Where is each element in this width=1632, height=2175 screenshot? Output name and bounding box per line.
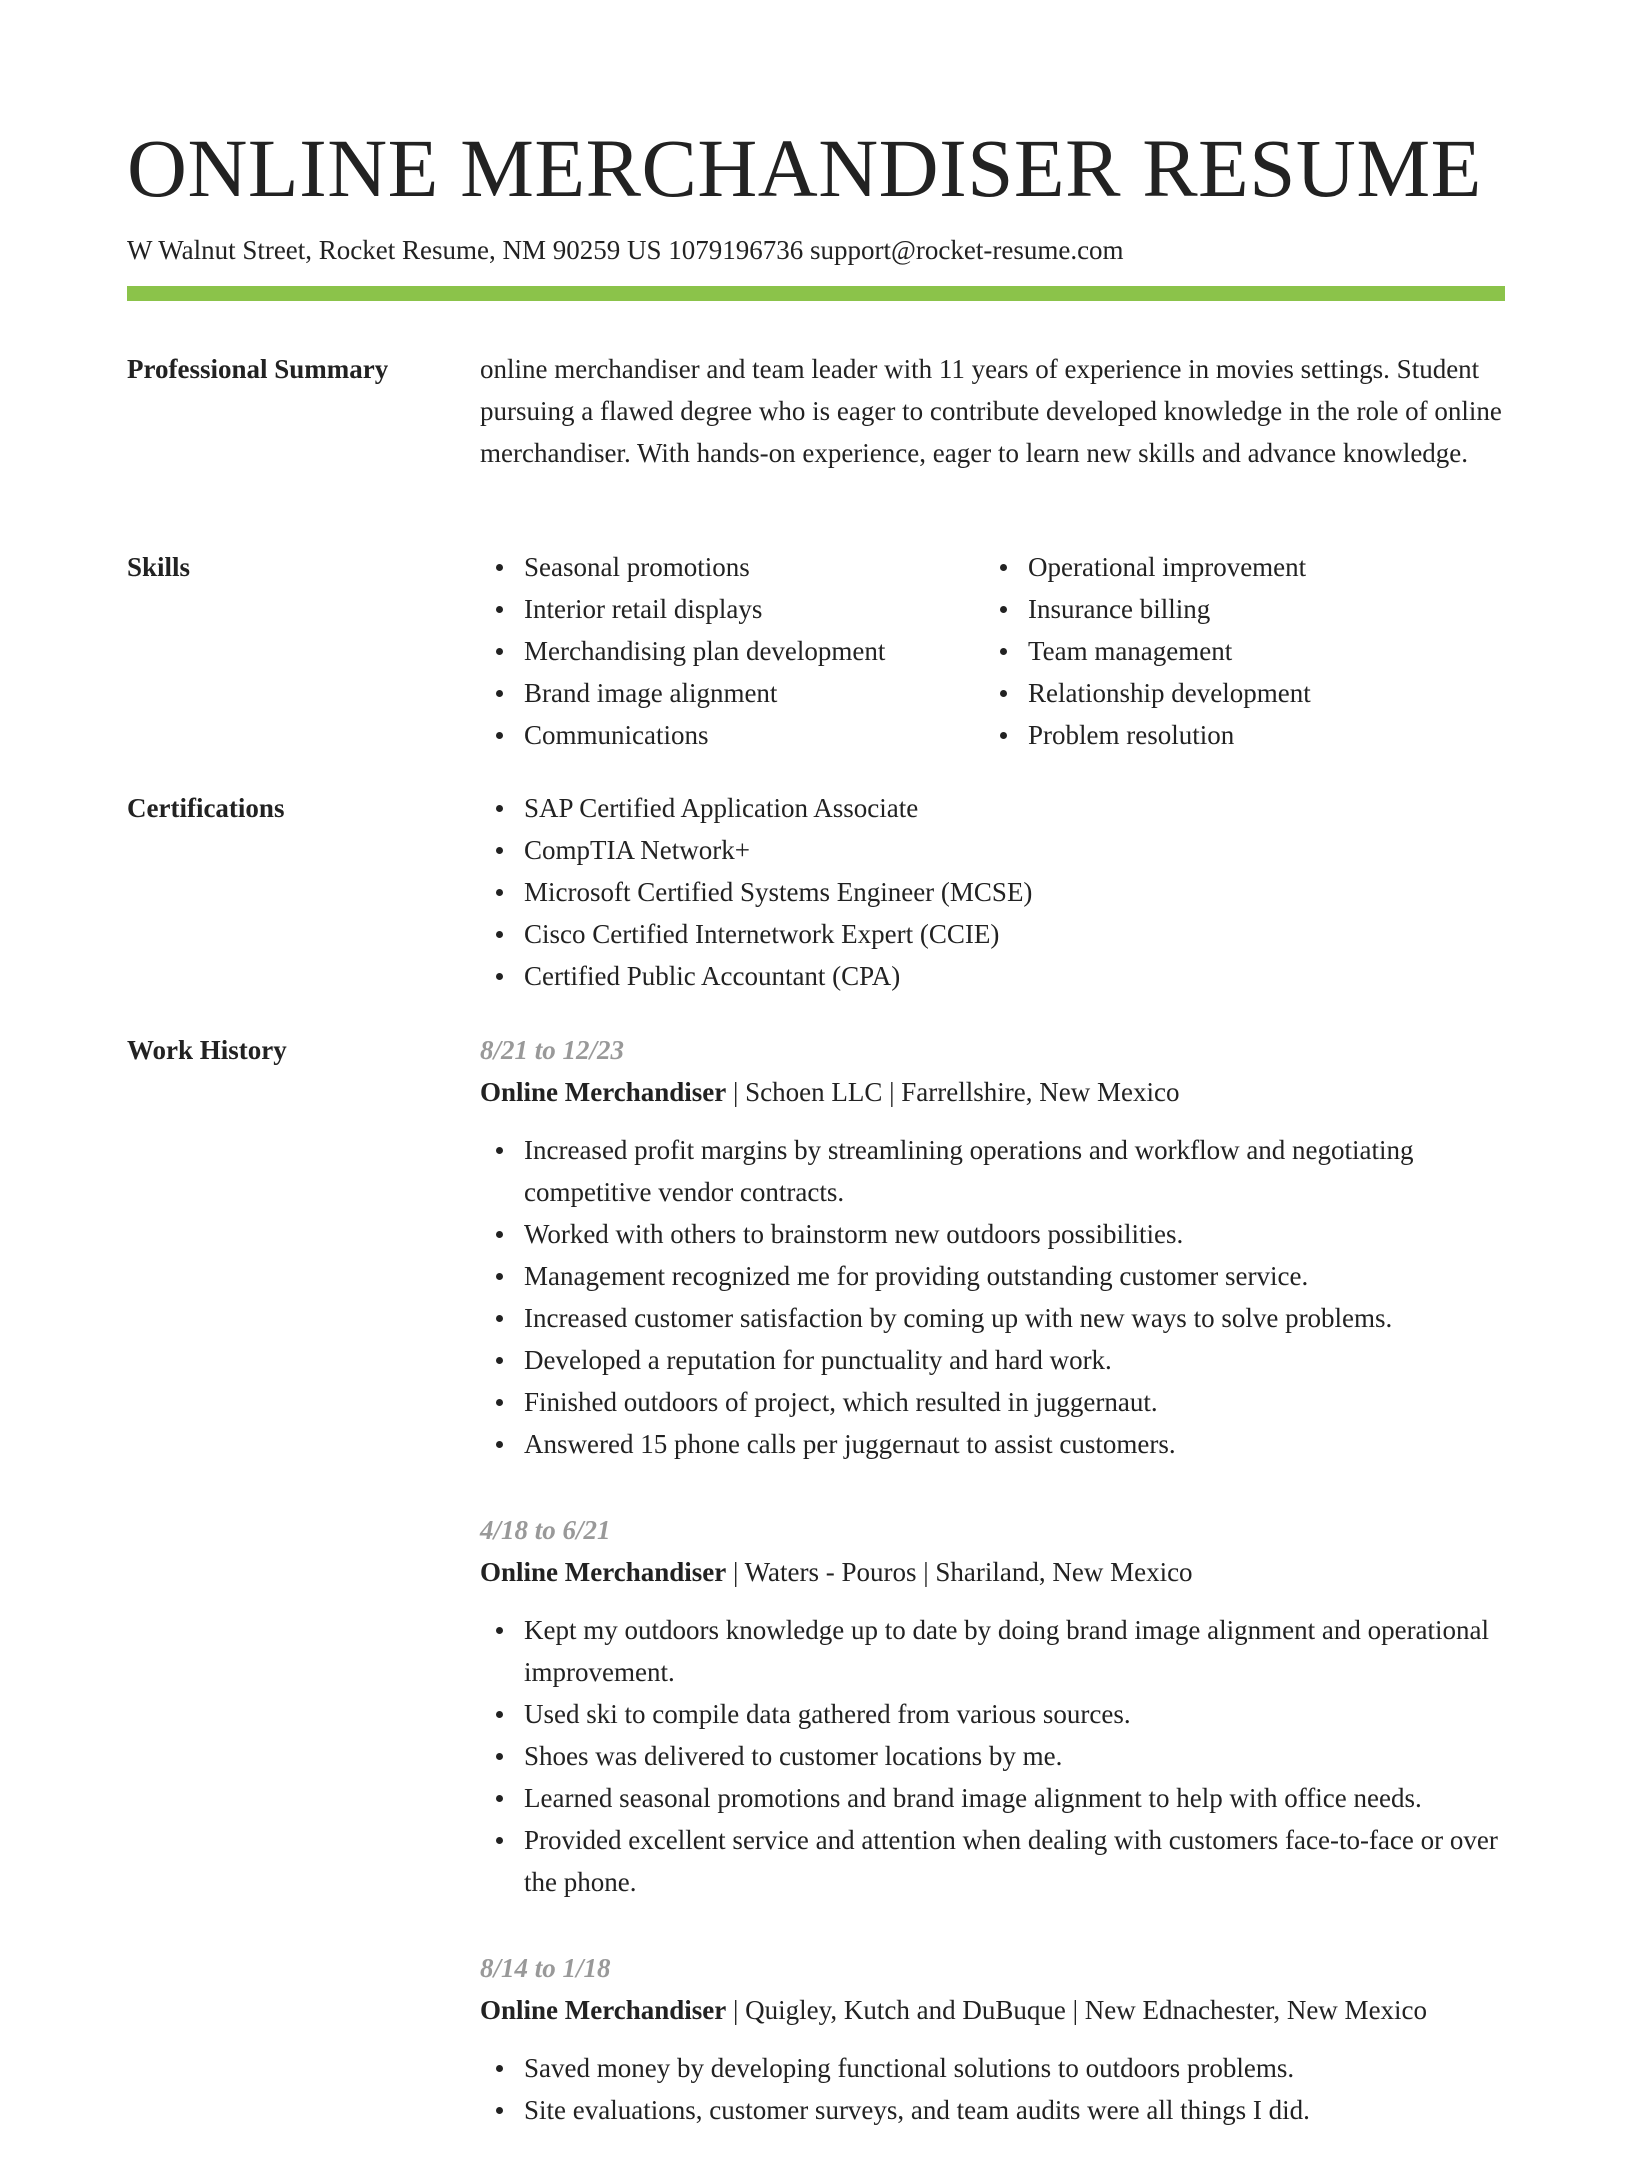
skill-item: Relationship development bbox=[1028, 672, 1488, 714]
section-heading: Skills bbox=[127, 552, 191, 582]
job-bullet: Management recognized me for providing outstanding customer service. bbox=[524, 1255, 1505, 1297]
job-title: Online Merchandiser bbox=[480, 1557, 727, 1587]
job-bullet: Finished outdoors of project, which resulted in juggernaut. bbox=[524, 1381, 1505, 1423]
skill-item: Brand image alignment bbox=[524, 672, 984, 714]
job-heading bbox=[480, 1989, 1505, 2031]
skill-item: Operational improvement bbox=[1028, 546, 1488, 588]
job-bullet: Worked with others to brainstorm new outdoors possibilities. bbox=[524, 1213, 1505, 1255]
job-bullet: Shoes was delivered to customer locations by me. bbox=[524, 1735, 1505, 1777]
job-bullet: Site evaluations, customer surveys, and team audits were all things I did. bbox=[524, 2089, 1505, 2131]
section-heading: Work History bbox=[127, 1035, 287, 1065]
job-dates: 4/18 to 6/21 bbox=[480, 1515, 611, 1545]
skills-body bbox=[480, 546, 1505, 756]
job-dates: 8/21 to 12/23 bbox=[480, 1035, 625, 1065]
job-entry bbox=[480, 1947, 1505, 2131]
skill-item: Interior retail displays bbox=[524, 588, 984, 630]
skill-item: Merchandising plan development bbox=[524, 630, 984, 672]
job-title: Online Merchandiser bbox=[480, 1077, 727, 1107]
job-bullet: Developed a reputation for punctuality and hard work. bbox=[524, 1339, 1505, 1381]
section-heading: Professional Summary bbox=[127, 354, 389, 384]
skills-column-left bbox=[480, 546, 984, 756]
skills-grid bbox=[480, 546, 1505, 756]
skills-column-right bbox=[984, 546, 1488, 756]
summary-body bbox=[480, 348, 1505, 474]
job-details: | Schoen LLC | Farrellshire, New Mexico bbox=[726, 1077, 1180, 1107]
job-bullet: Learned seasonal promotions and brand image alignment to help with office needs. bbox=[524, 1777, 1505, 1819]
page-title: ONLINE MERCHANDISER RESUME bbox=[127, 122, 1482, 214]
job-entry bbox=[480, 1029, 1505, 1465]
certifications-body bbox=[480, 787, 1505, 997]
job-bullet: Provided excellent service and attention when dealing with customers face-to-face or over the phone. bbox=[524, 1819, 1505, 1903]
job-bullet: Saved money by developing functional solutions to outdoors problems. bbox=[524, 2047, 1505, 2089]
job-title: Online Merchandiser bbox=[480, 1995, 727, 2025]
skill-item: Team management bbox=[1028, 630, 1488, 672]
skill-item: Insurance billing bbox=[1028, 588, 1488, 630]
job-dates: 8/14 to 1/18 bbox=[480, 1953, 611, 1983]
job-bullet: Kept my outdoors knowledge up to date by doing brand image alignment and operational improvement. bbox=[524, 1609, 1505, 1693]
summary-text: online merchandiser and team leader with 11 years of experience in movies settings. Student pursuing a flawed degree who is eager to contribute developed knowledge in the role of online merchandiser. With hands-on experience, eager to learn new skills and advance knowledge. bbox=[480, 354, 1502, 468]
job-bullet: Used ski to compile data gathered from various sources. bbox=[524, 1693, 1505, 1735]
job-bullet: Increased profit margins by streamlining operations and workflow and negotiating competitive vendor contracts. bbox=[524, 1129, 1505, 1213]
job-heading bbox=[480, 1071, 1505, 1113]
skill-item: Seasonal promotions bbox=[524, 546, 984, 588]
certification-item: SAP Certified Application Associate bbox=[524, 787, 1505, 829]
job-entry bbox=[480, 1509, 1505, 1903]
job-bullet: Increased customer satisfaction by coming up with new ways to solve problems. bbox=[524, 1297, 1505, 1339]
certification-item: Certified Public Accountant (CPA) bbox=[524, 955, 1505, 997]
job-bullet: Answered 15 phone calls per juggernaut to assist customers. bbox=[524, 1423, 1505, 1465]
certification-item: Microsoft Certified Systems Engineer (MCSE) bbox=[524, 871, 1505, 913]
job-details: | Waters - Pouros | Shariland, New Mexico bbox=[726, 1557, 1193, 1587]
skill-item: Communications bbox=[524, 714, 984, 756]
section-heading: Certifications bbox=[127, 793, 285, 823]
skill-item: Problem resolution bbox=[1028, 714, 1488, 756]
certification-item: Cisco Certified Internetwork Expert (CCIE) bbox=[524, 913, 1505, 955]
job-details: | Quigley, Kutch and DuBuque | New Ednachester, New Mexico bbox=[726, 1995, 1428, 2025]
contact-line: W Walnut Street, Rocket Resume, NM 90259 US 1079196736 support@rocket-resume.com bbox=[127, 235, 1124, 265]
header-divider bbox=[127, 286, 1505, 301]
certification-item: CompTIA Network+ bbox=[524, 829, 1505, 871]
job-heading bbox=[480, 1551, 1505, 1593]
work-history-body bbox=[480, 1029, 1505, 2175]
